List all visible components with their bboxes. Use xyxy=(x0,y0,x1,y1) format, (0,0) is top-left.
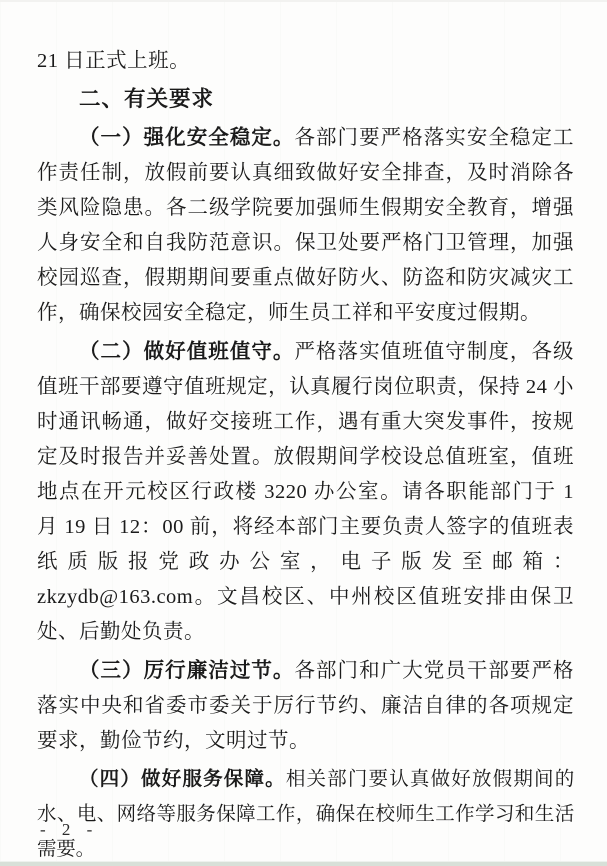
paragraph-security-stability xyxy=(37,120,574,331)
page-number: - 2 - xyxy=(40,820,99,839)
paragraph-service-lead: （四）做好服务保障。 xyxy=(79,768,286,790)
document-body xyxy=(37,44,574,866)
paragraph-service-support xyxy=(37,762,574,866)
paragraph-integrity-text: 各部门和广大党员干部要严格落实中央和省委市委关于厉行节约、廉洁自律的各项规定要求，勤俭节约，文明过节。 xyxy=(37,660,575,752)
scan-bottom-edge-artifact xyxy=(0,861,607,866)
paragraph-integrity xyxy=(37,653,574,759)
paragraph-security-text: 各部门要严格落实安全稳定工作责任制，放假前要认真细致做好安全排查，及时消除各类风险隐患。各二级学院要加强师生假期安全教育，增强人身安全和自我防范意识。保卫处要严格门卫管理，加强校园巡查，假期期间要重点做好防火、防盗和防灾减灾工作，确保校园安全稳定，师生员工祥和平安度过假期。 xyxy=(37,127,575,324)
carryover-line xyxy=(37,44,574,79)
paragraph-service-text: 相关部门要认真做好放假期间的水、电、网络等服务保障工作，确保在校师生工作学习和生活需要。 xyxy=(37,769,574,860)
carryover-line-text: 21 日正式上班。 xyxy=(37,50,191,72)
paragraph-duty-shift xyxy=(37,334,574,650)
paragraph-duty-lead: （二）做好值班值守。 xyxy=(79,340,295,363)
paragraph-security-lead: （一）强化安全稳定。 xyxy=(79,126,295,149)
paragraph-duty-text: 严格落实值班值守制度，各级值班干部要遵守值班规定，认真履行岗位职责，保持 24 小时通讯畅通，做好交接班工作，遇有重大突发事件，按规定及时报告并妥善处置。放假期间学校设总值班室，值班地点在开元校区行政楼 3220 办公室。请各职能部门于 1 月 19 日 12：00 前，将经本部门主要负责人签字的值班表纸质版报党政办公室，电子版发至邮箱：zkzydb@163.com。文昌校区、中州校区值班安排由保卫处、后勤处负责。 xyxy=(37,341,575,643)
section-heading-text: 二、有关要求 xyxy=(79,87,215,111)
paragraph-integrity-lead: （三）厉行廉洁过节。 xyxy=(79,659,295,682)
section-heading xyxy=(37,82,574,117)
scan-top-edge-artifact xyxy=(0,0,607,2)
